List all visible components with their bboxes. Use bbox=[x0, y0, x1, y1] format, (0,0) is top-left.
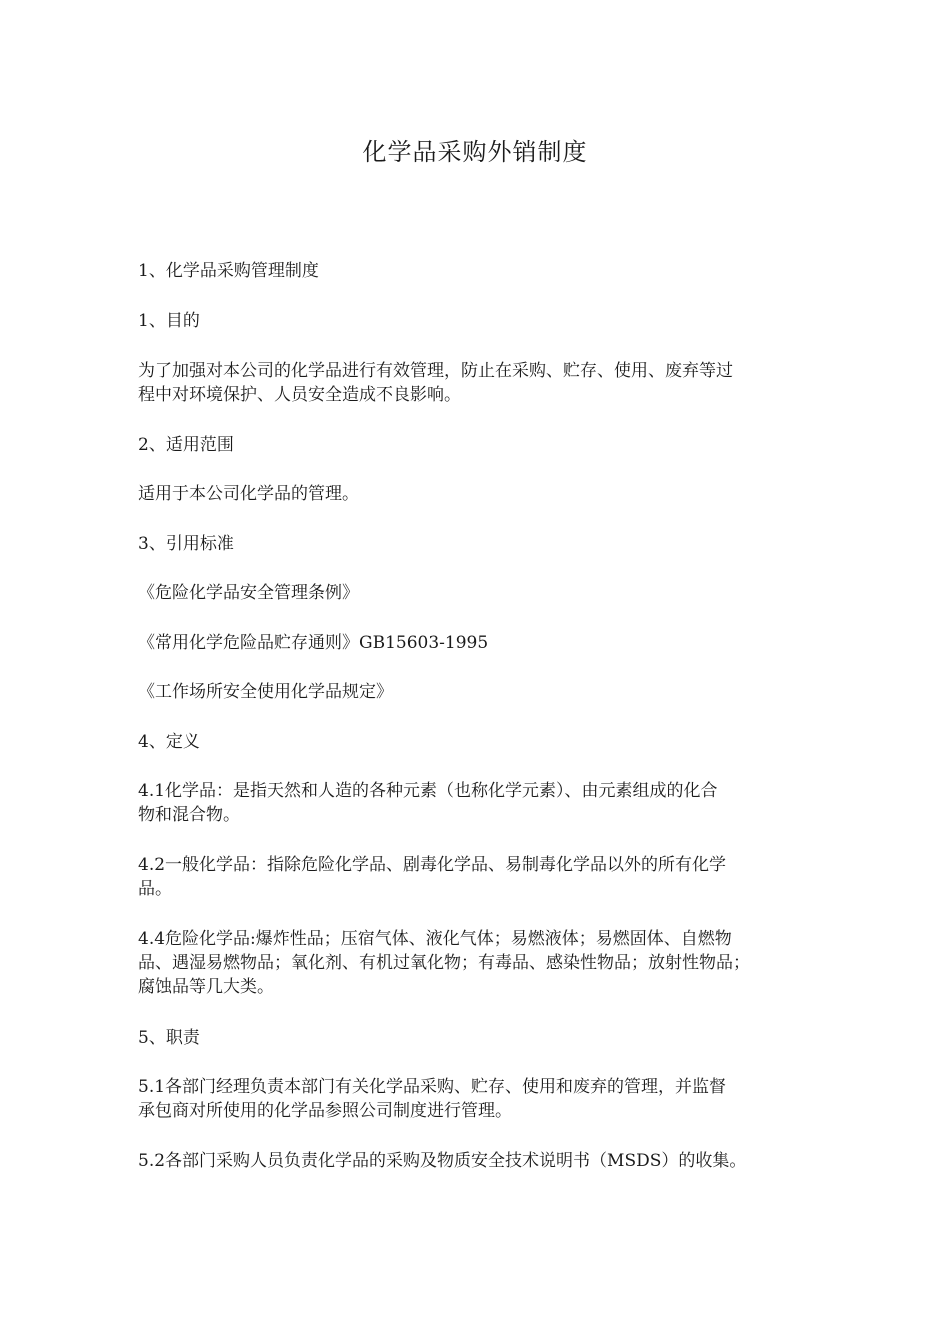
text-line: 5、职责 bbox=[138, 1028, 200, 1048]
paragraph-purpose bbox=[138, 359, 818, 407]
text-line: 3、引用标准 bbox=[138, 534, 234, 554]
text-line: 1、目的 bbox=[138, 311, 200, 331]
text-line: 5.2各部门采购人员负责化学品的采购及物质安全技术说明书（MSDS）的收集。 bbox=[138, 1151, 747, 1171]
text-line: 《工作场所安全使用化学品规定》 bbox=[138, 682, 393, 702]
section-heading-references bbox=[138, 532, 818, 556]
text-line: 4、定义 bbox=[138, 732, 200, 752]
text-line: 1、化学品采购管理制度 bbox=[138, 261, 319, 281]
text-line: 《常用化学危险品贮存通则》GB15603-1995 bbox=[138, 633, 489, 653]
reference-item bbox=[138, 680, 818, 704]
section-heading-definitions bbox=[138, 730, 818, 754]
text-line: 4.2一般化学品：指除危险化学品、剧毒化学品、易制毒化学品以外的所有化学 bbox=[138, 855, 727, 875]
section-heading-procurement bbox=[138, 259, 818, 283]
text-line: 4.4危险化学品:爆炸性品；压宿气体、液化气体；易燃液体；易燃固体、自燃物 bbox=[138, 929, 732, 949]
text-line: 品、遇湿易燃物品；氧化剂、有机过氧化物；有毒品、感染性物品；放射性物品； bbox=[138, 953, 750, 973]
text-line: 品。 bbox=[138, 879, 172, 899]
text-line: 程中对环境保护、人员安全造成不良影响。 bbox=[138, 385, 461, 405]
document-title: 化学品采购外销制度 bbox=[362, 138, 588, 166]
text-line: 承包商对所使用的化学品参照公司制度进行管理。 bbox=[138, 1101, 512, 1121]
responsibility-item bbox=[138, 1075, 818, 1123]
text-line: 2、适用范围 bbox=[138, 435, 234, 455]
responsibility-item bbox=[138, 1149, 818, 1173]
text-line: 为了加强对本公司的化学品进行有效管理，防止在采购、贮存、使用、废弃等过 bbox=[138, 361, 733, 381]
text-line: 适用于本公司化学品的管理。 bbox=[138, 484, 359, 504]
section-heading-purpose bbox=[138, 309, 818, 333]
definition-item bbox=[138, 779, 818, 827]
reference-item bbox=[138, 631, 818, 655]
text-line: 5.1各部门经理负责本部门有关化学品采购、贮存、使用和废弃的管理，并监督 bbox=[138, 1077, 727, 1097]
text-line: 腐蚀品等几大类。 bbox=[138, 977, 274, 997]
text-line: 4.1化学品：是指天然和人造的各种元素（也称化学元素）、由元素组成的化合 bbox=[138, 781, 718, 801]
definition-item bbox=[138, 853, 818, 901]
paragraph-scope bbox=[138, 482, 818, 506]
section-heading-responsibilities bbox=[138, 1026, 818, 1050]
text-line: 物和混合物。 bbox=[138, 805, 240, 825]
text-line: 《危险化学品安全管理条例》 bbox=[138, 583, 359, 603]
definition-item bbox=[138, 927, 818, 999]
reference-item bbox=[138, 581, 818, 605]
section-heading-scope bbox=[138, 433, 818, 457]
